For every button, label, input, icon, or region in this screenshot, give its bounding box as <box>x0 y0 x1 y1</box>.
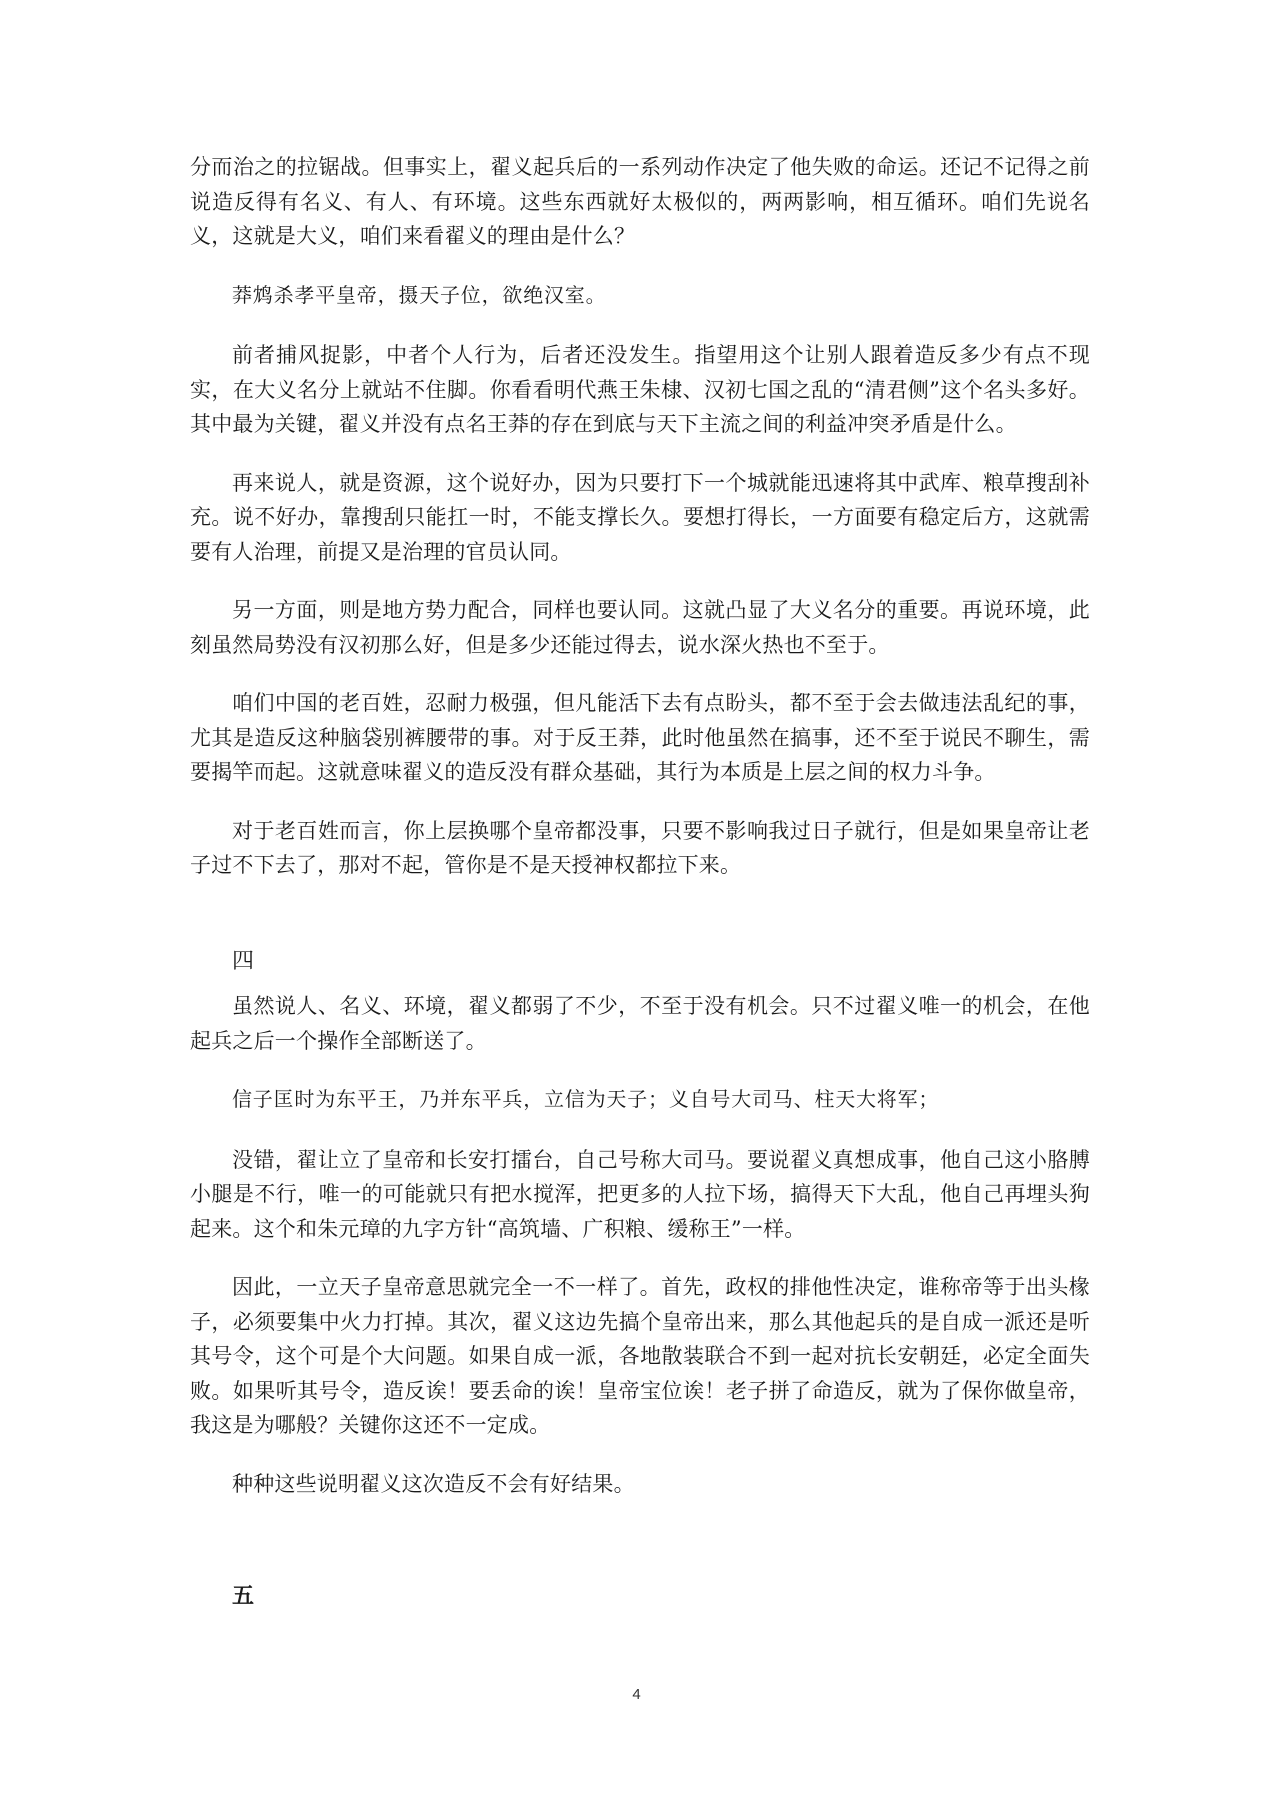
paragraph: 另一方面，则是地方势力配合，同样也要认同。这就凸显了大义名分的重要。再说环境，此刻虽然局势没有汉初那么好，但是多少还能过得去，说水深火热也不至于。 <box>190 598 1090 657</box>
quotation: 莽鸩杀孝平皇帝，摄天子位，欲绝汉室。 <box>232 282 607 307</box>
quotation: 信子匡时为东平王，乃并东平兵，立信为天子；义自号大司马、柱天大将军； <box>232 1087 940 1111</box>
paragraph: 因此，一立天子皇帝意思就完全一不一样了。首先，政权的排他性决定，谁称帝等于出头椽子，必须要集中火力打掉。其次，翟义这边先搞个皇帝出来，那么其他起兵的是自成一派还是听其号令，这个可是个大问题。如果自成一派，各地散装联合不到一起对抗长安朝廷，必定全面失败。如果听其号令，造反诶！要丢命的诶！皇帝宝位诶！老子拼了命造反，就为了保你做皇帝，我这是为哪般？关键你这还不一定成。 <box>190 1275 1090 1437</box>
paragraph: 再来说人，就是资源，这个说好办，因为只要打下一个城就能迅速将其中武库、粮草搜刮补充。说不好办，靠搜刮只能扛一时，不能支撑长久。要想打得长，一方面要有稳定后方，这就需要有人治理，前提又是治理的官员认同。 <box>190 470 1090 564</box>
paragraph: 种种这些说明翟义这次造反不会有好结果。 <box>232 1471 635 1496</box>
paragraph: 咱们中国的老百姓，忍耐力极强，但凡能活下去有点盼头，都不至于会去做违法乱纪的事，尤其是造反这种脑袋别裤腰带的事。对于反王莽，此时他虽然在搞事，还不至于说民不聊生，需要揭竿而起。这就意味翟义的造反没有群众基础，其行为本质是上层之间的权力斗争。 <box>190 691 1090 784</box>
paragraph: 分而治之的拉锯战。但事实上，翟义起兵后的一系列动作决定了他失败的命运。还记不记得之前说造反得有名义、有人、有环境。这些东西就好太极似的，两两影响，相互循环。咱们先说名义，这就是大义，咱们来看翟义的理由是什么？ <box>190 155 1090 248</box>
paragraph: 前者捕风捉影，中者个人行为，后者还没发生。指望用这个让别人跟着造反多少有点不现实，在大义名分上就站不住脚。你看看明代燕王朱棣、汉初七国之乱的“清君侧”这个名头多好。其中最为关键，翟义并没有点名王莽的存在到底与天下主流之间的利益冲突矛盾是什么。 <box>190 343 1090 436</box>
paragraph: 虽然说人、名义、环境，翟义都弱了不少，不至于没有机会。只不过翟义唯一的机会，在他起兵之后一个操作全部断送了。 <box>190 994 1090 1053</box>
paragraph: 对于老百姓而言，你上层换哪个皇帝都没事，只要不影响我过日子就行，但是如果皇帝让老子过不下去了，那对不起，管你是不是天授神权都拉下来。 <box>190 818 1090 877</box>
section-heading-four: 四 <box>232 948 255 974</box>
document-body <box>190 150 1090 1614</box>
paragraph: 没错，翟让立了皇帝和长安打擂台，自己号称大司马。要说翟义真想成事，他自己这小胳膊小腿是不行，唯一的可能就只有把水搅浑，把更多的人拉下场，搞得天下大乱，他自己再埋头狗起来。这个和朱元璋的九字方针“高筑墙、广积粮、缓称王”一样。 <box>190 1147 1090 1241</box>
section-heading-five: 五 <box>232 1583 255 1609</box>
page-number: 4 <box>632 1686 641 1703</box>
